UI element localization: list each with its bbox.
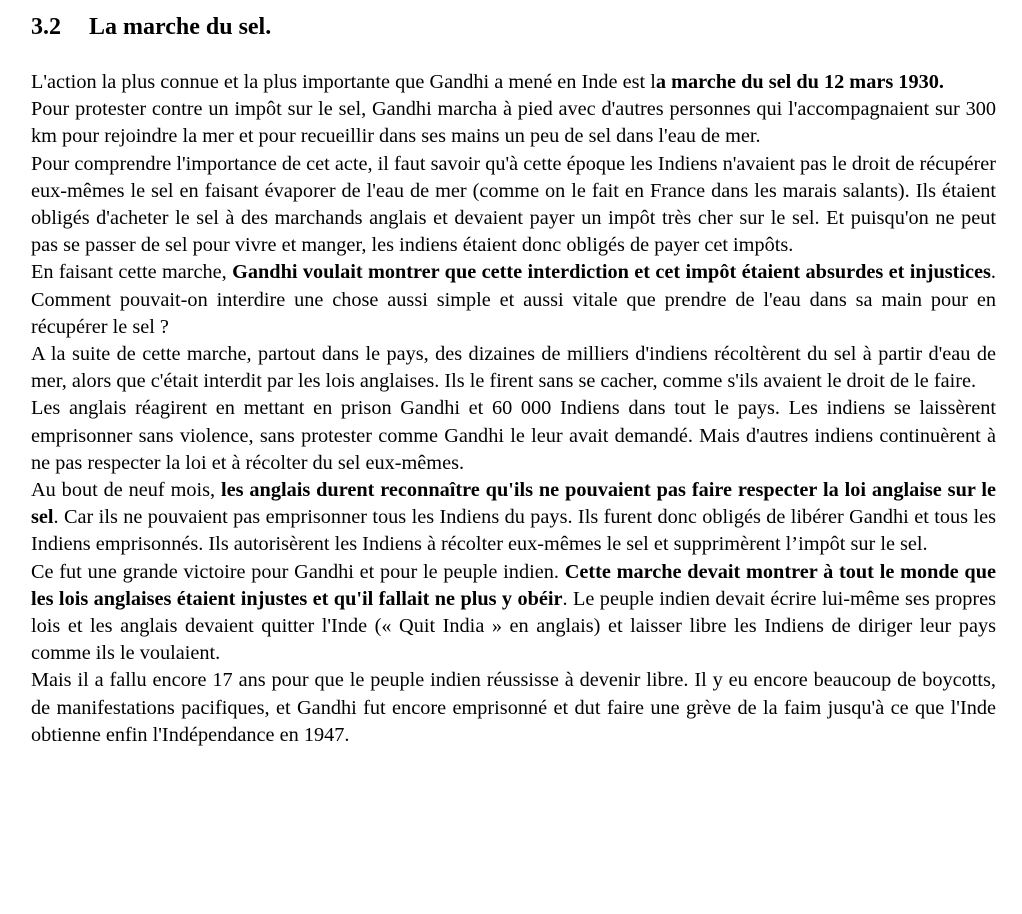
paragraph — [31, 259, 996, 341]
text-run: Pour protester contre un impôt sur le sel, Gandhi marcha à pied avec d'autres personnes qui l'accompagnaient sur 300 km pour rejoindre la mer et pour recueillir dans ses mains un peu de sel dans l'eau de mer. — [31, 98, 996, 148]
bold-text-run: Cette marche devait montrer à tout le monde que les lois anglaises étaient injustes et qu'il fallait ne plus y obéir — [31, 560, 996, 610]
text-run: . Comment pouvait-on interdire une chose aussi simple et aussi vitale que prendre de l'eau dans sa main pour en récupérer le sel ? — [31, 261, 996, 338]
text-run: . Le peuple indien devait écrire lui-même ses propres lois et les anglais devaient quitter l'Inde (« Quit India » en anglais) et laisser libre les Indiens de diriger leur pays comme ils le voulaient. — [31, 587, 996, 665]
document-page — [31, 0, 996, 749]
paragraph — [31, 667, 996, 749]
text-run: En faisant cette marche, — [31, 261, 233, 284]
text-run: Mais il a fallu encore 17 ans pour que le peuple indien réussisse à devenir libre. Il y eu encore beaucoup de boycotts, de manifestations pacifiques, et Gandhi fut encore emprisonné et dut faire une grève de la faim jusqu'à ce que l'Inde obtienne enfin l'Indépendance en 1947. — [31, 669, 996, 746]
text-run: Ce fut une grande victoire pour Gandhi et pour le peuple indien. — [31, 560, 565, 583]
text-run: A la suite de cette marche, partout dans le pays, des dizaines de milliers d'indiens récoltèrent du sel à partir d'eau de mer, alors que c'était interdit par les lois anglaises. Ils le firent sans se cacher, comme s'ils avaient le droit de le faire. — [31, 343, 996, 393]
paragraph — [31, 69, 996, 96]
text-run: Au bout de neuf mois, — [31, 479, 221, 502]
bold-text-run: a marche du sel du 12 mars 1930. — [655, 71, 944, 93]
paragraph — [31, 151, 996, 260]
section-title: La marche du sel. — [89, 14, 272, 40]
section-heading — [31, 0, 996, 43]
text-run: L'action la plus connue et la plus importante que Gandhi a mené en Inde est l — [31, 71, 656, 93]
section-number: 3.2 — [31, 14, 61, 40]
paragraph — [31, 96, 996, 150]
document-body — [31, 69, 996, 749]
paragraph — [31, 477, 996, 559]
text-run: . Car ils ne pouvaient pas emprisonner tous les Indiens du pays. Ils furent donc obligés de libérer Gandhi et tous les Indiens emprisonnés. Ils autorisèrent les Indiens à récolter eux-mêmes le sel et supprimèrent l’impôt sur le sel. — [31, 506, 996, 556]
bold-text-run: les anglais durent reconnaître qu'ils ne pouvaient pas faire respecter la loi anglaise sur le sel — [31, 479, 997, 529]
bold-text-run: Gandhi voulait montrer que cette interdiction et cet impôt étaient absurdes et injustices — [232, 261, 991, 284]
paragraph — [31, 395, 996, 477]
paragraph — [31, 559, 996, 668]
text-run: Les anglais réagirent en mettant en prison Gandhi et 60 000 Indiens dans tout le pays. Les indiens se laissèrent emprisonner sans violence, sans protester comme Gandhi le leur avait demandé. Mais d'autres indiens continuèrent à ne pas respecter la loi et à récolter du sel eux-mêmes. — [31, 397, 996, 474]
text-run: Pour comprendre l'importance de cet acte, il faut savoir qu'à cette époque les Indiens n'avaient pas le droit de récupérer eux-mêmes le sel en faisant évaporer de l'eau de mer (comme on le fait en France dans les marais salants). Ils étaient obligés d'acheter le sel à des marchands anglais et devaient payer un impôt très cher sur le sel. Et puisqu'on ne peut pas se passer de sel pour vivre et manger, les indiens étaient donc obligés de payer cet impôts. — [31, 152, 996, 257]
paragraph — [31, 341, 996, 395]
